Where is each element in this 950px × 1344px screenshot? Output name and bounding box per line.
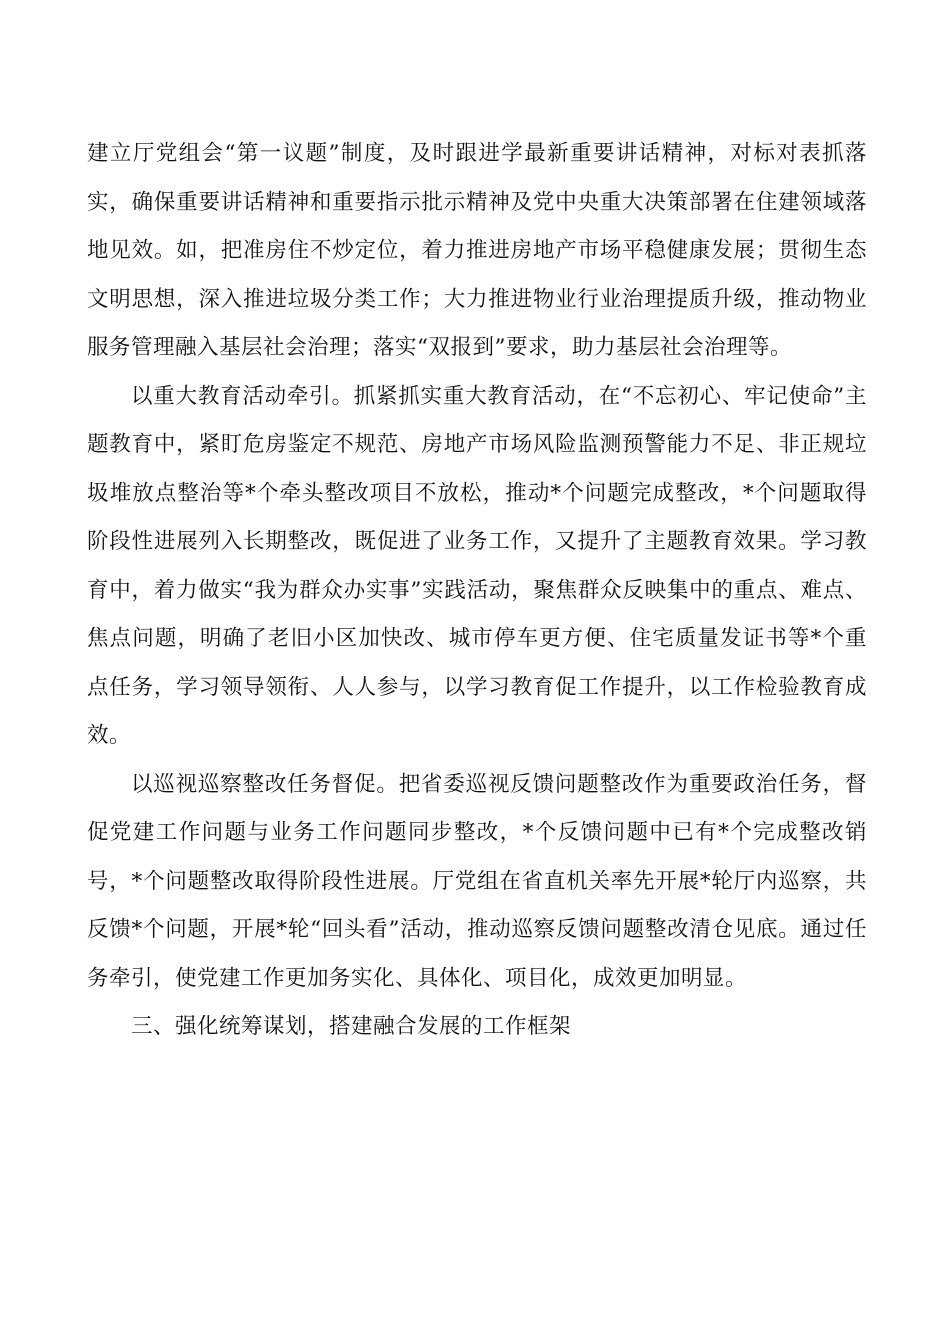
body-paragraph-1: 建立厅党组会“第一议题”制度，及时跟进学最新重要讲话精神，对标对表抓落实，确保重要讲话精神和重要指示批示精神及党中央重大决策部署在住建领域落地见效。如，把准房住不炒定位，着力推进房地产市场平稳健康发展；贯彻生态文明思想，深入推进垃圾分类工作；大力推进物业行业治理提质升级，推动物业服务管理融入基层社会治理；落实“双报到”要求，助力基层社会治理等。 — [87, 141, 867, 360]
section-heading: 三、强化统筹谋划，搭建融合发展的工作框架 — [131, 1014, 572, 1039]
document-body — [87, 130, 867, 1052]
body-paragraph-2: 以重大教育活动牵引。抓紧抓实重大教育活动，在“不忘初心、牢记使命”主题教育中，紧盯危房鉴定不规范、房地产市场风险监测预警能力不足、非正规垃圾堆放点整治等*个牵头整改项目不放松，推动*个问题完成整改，*个问题取得阶段性进展列入长期整改，既促进了业务工作，又提升了主题教育效果。学习教育中，着力做实“我为群众办实事”实践活动，聚焦群众反映集中的重点、难点、焦点问题，明确了老旧小区加快改、城市停车更方便、住宅质量发证书等*个重点任务，学习领导领衔、人人参与，以学习教育促工作提升，以工作检验教育成效。 — [87, 383, 867, 748]
body-paragraph-3: 以巡视巡察整改任务督促。把省委巡视反馈问题整改作为重要政治任务，督促党建工作问题与业务工作问题同步整改，*个反馈问题中已有*个完成整改销号，*个问题整改取得阶段性进展。厅党组在省直机关率先开展*轮厅内巡察，共反馈*个问题，开展*轮“回头看”活动，推动巡察反馈问题整改清仓见底。通过任务牵引，使党建工作更加务实化、具体化、项目化，成效更加明显。 — [87, 771, 867, 991]
